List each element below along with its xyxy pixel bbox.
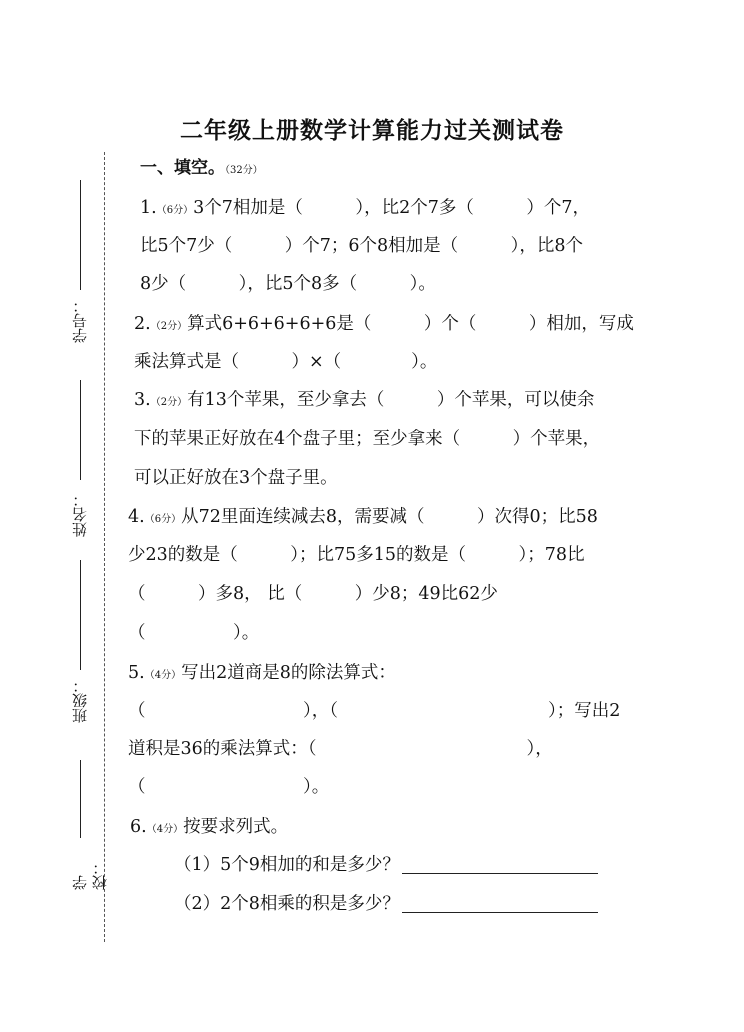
name-label: 姓名： [71,492,89,537]
q2-score: （2分） [150,321,188,332]
q2-line-2 [134,350,437,374]
q4-line-2 [128,543,585,567]
name-field [60,380,100,550]
q4-number: 4. [128,507,145,527]
q6-number: 6. [130,817,147,837]
q3-line-2 [134,427,600,451]
q2-text-2: 乘法算式是（ ）×（ ）。 [134,352,438,372]
q4-line-1 [128,505,598,532]
page-title: 二年级上册数学计算能力过关测试卷 [180,118,564,144]
q6-sub-1 [174,853,598,877]
name-blank[interactable] [80,380,81,480]
q6-sub-1-answer-line[interactable] [402,873,598,874]
q1-line-2 [140,234,583,258]
fold-line [104,152,105,942]
q4-line-4 [128,621,259,645]
q3-line-3 [134,466,338,490]
school-blank[interactable] [80,760,81,838]
q3-text-3: 可以正好放在3个盘子里。 [134,468,338,488]
q4-text-1: 从72里面连续减去8，需要减（ ）次得0；比58 [181,507,598,527]
q1-line-1 [140,196,590,223]
q5-line-4 [128,775,329,799]
q5-text-4: （ ）。 [128,777,330,797]
q1-text-3: 8少（ ），比5个8多（ ）。 [140,274,436,294]
q2-number: 2. [134,314,151,334]
q3-text-1: 有13个苹果，至少拿去（ ）个苹果，可以使余 [187,390,595,410]
class-label: 班级： [71,678,89,723]
q5-text-3: 道积是36的乘法算式：（ ）， [128,739,553,759]
q3-number: 3. [134,390,151,410]
student-id-label: 学号： [71,298,89,343]
student-id-field [60,180,100,350]
q5-text-2: （ ），（ ）；写出2 [128,701,621,721]
q5-line-3 [128,737,553,761]
school-field [60,760,109,890]
q6-line-1 [130,815,288,842]
q1-text-1: 3个7相加是（ ），比2个7多（ ）个7， [193,198,590,218]
q1-number: 1. [140,198,157,218]
class-blank[interactable] [80,560,81,670]
school-label: 学校： [71,860,109,890]
q5-line-1 [128,661,396,688]
section-score: （32分） [225,165,263,176]
q4-line-3 [128,582,498,606]
q4-text-4: （ ）。 [128,623,260,643]
section-label: 一、填空。 [140,158,225,178]
q6-score: （4分） [146,824,184,835]
q4-score: （6分） [144,514,182,525]
q4-text-2: 少23的数是（ ）；比75多15的数是（ ）；78比 [128,545,585,565]
q6-sub-2-text: （2）2个8相乘的积是多少？ [174,894,400,914]
q1-score: （6分） [156,205,194,216]
section-heading [140,156,263,183]
q6-sub-2-answer-line[interactable] [402,912,598,913]
q5-text-1: 写出2道商是8的除法算式： [181,663,396,683]
student-id-blank[interactable] [80,180,81,290]
q5-number: 5. [128,663,145,683]
q4-text-3: （ ）多8， 比（ ）少8；49比62少 [128,584,498,604]
q1-text-2: 比5个7少（ ）个7；6个8相加是（ ），比8个 [140,236,584,256]
q5-line-2 [128,699,620,723]
q6-text-1: 按要求列式。 [183,817,289,837]
q3-text-2: 下的苹果正好放在4个盘子里；至少拿来（ ）个苹果， [134,429,601,449]
q1-line-3 [140,272,436,296]
q5-score: （4分） [144,670,182,681]
q3-line-1 [134,388,594,415]
q2-text-1: 算式6+6+6+6+6是（ ）个（ ）相加，写成 [187,314,634,334]
q3-score: （2分） [150,397,188,408]
q6-sub-1-text: （1）5个9相加的和是多少？ [174,855,400,875]
class-field [60,560,100,730]
q2-line-1 [134,312,634,339]
q6-sub-2 [174,892,598,916]
